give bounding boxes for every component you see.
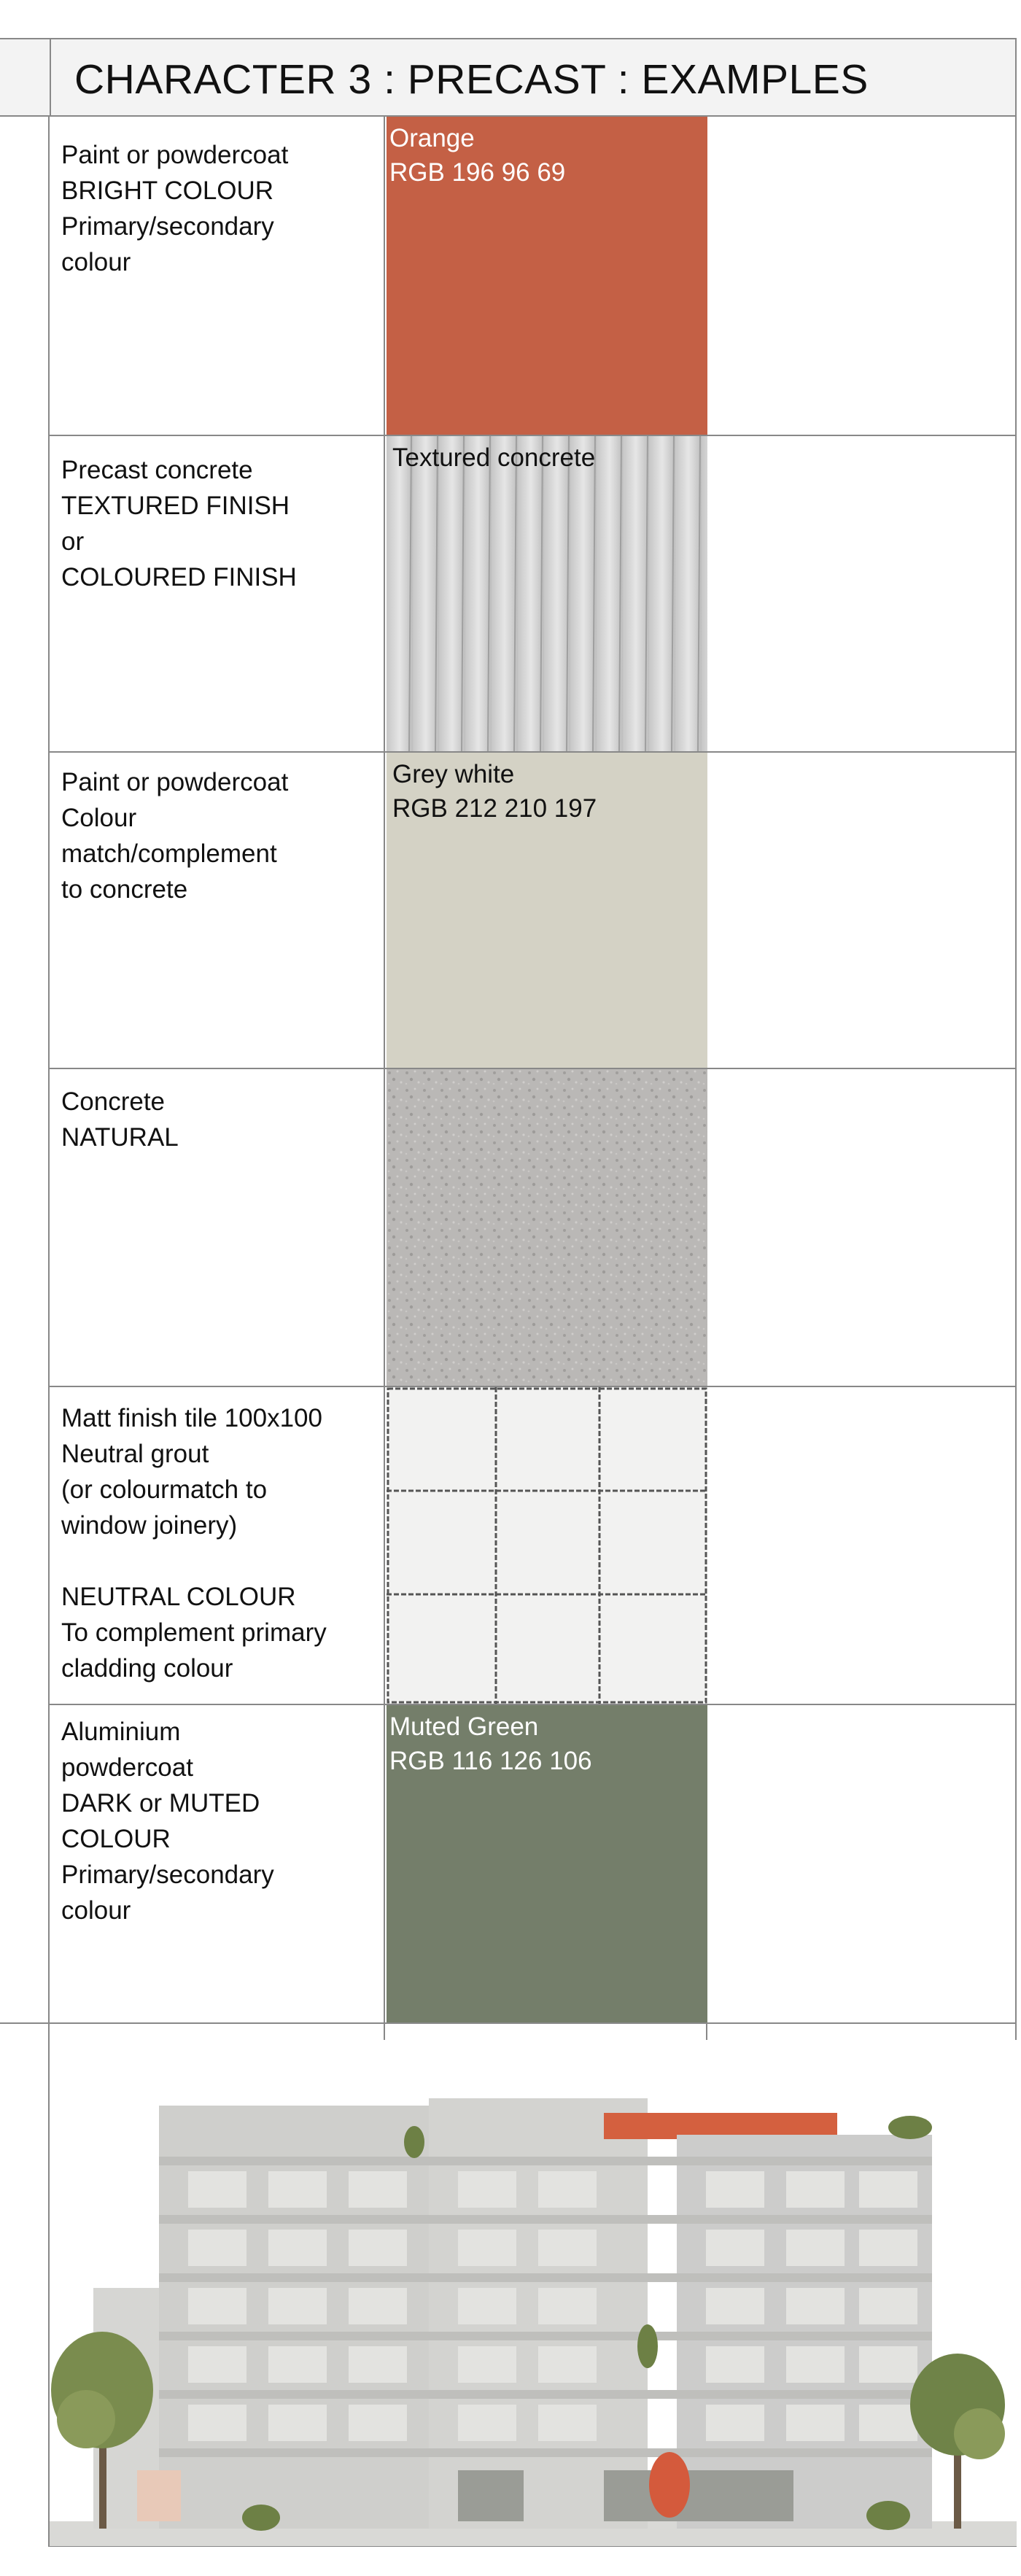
muted-green-swatch bbox=[387, 1705, 707, 2022]
row-4-description: Concrete NATURAL bbox=[61, 1087, 179, 1152]
row-3-description: Paint or powdercoat Colour match/complement to concrete bbox=[61, 768, 289, 904]
row-1-swatch-label: Orange RGB 196 96 69 bbox=[389, 124, 566, 187]
building-elevation-image bbox=[50, 2040, 1017, 2546]
row-3-swatch-label: Grey white RGB 212 210 197 bbox=[392, 760, 597, 823]
row-1-description: Paint or powdercoat BRIGHT COLOUR Primary/secondary colour bbox=[61, 141, 289, 276]
grid-line bbox=[0, 2022, 1017, 2024]
row-6-description: Aluminium powdercoat DARK or MUTED COLOUR Primary/secondary colour bbox=[61, 1718, 274, 1925]
natural-concrete-texture bbox=[387, 1069, 707, 1386]
natural-concrete-swatch bbox=[387, 1069, 707, 1386]
tile-swatch bbox=[387, 1387, 707, 1704]
row-5-description: Matt finish tile 100x100 Neutral grout (or colourmatch to window joinery) NEUTRAL COLOUR To complement primary cladding colour bbox=[61, 1404, 327, 1683]
header-cell bbox=[50, 38, 1017, 117]
tile-grid-texture bbox=[387, 1387, 707, 1704]
row-6-swatch-label: Muted Green RGB 116 126 106 bbox=[389, 1712, 592, 1775]
textured-concrete-swatch bbox=[387, 436, 707, 751]
page-title: CHARACTER 3 : PRECAST : EXAMPLES bbox=[74, 56, 869, 103]
header-left-cell bbox=[0, 38, 50, 117]
row-2-swatch-label: Textured concrete bbox=[392, 443, 596, 472]
orange-swatch bbox=[387, 117, 707, 435]
building-illustration bbox=[50, 2040, 1017, 2546]
grid-line bbox=[384, 117, 385, 2040]
textured-concrete-texture bbox=[387, 436, 707, 751]
row-2-description: Precast concrete TEXTURED FINISH or COLOURED FINISH bbox=[61, 456, 297, 591]
grey-white-swatch bbox=[387, 753, 707, 1068]
